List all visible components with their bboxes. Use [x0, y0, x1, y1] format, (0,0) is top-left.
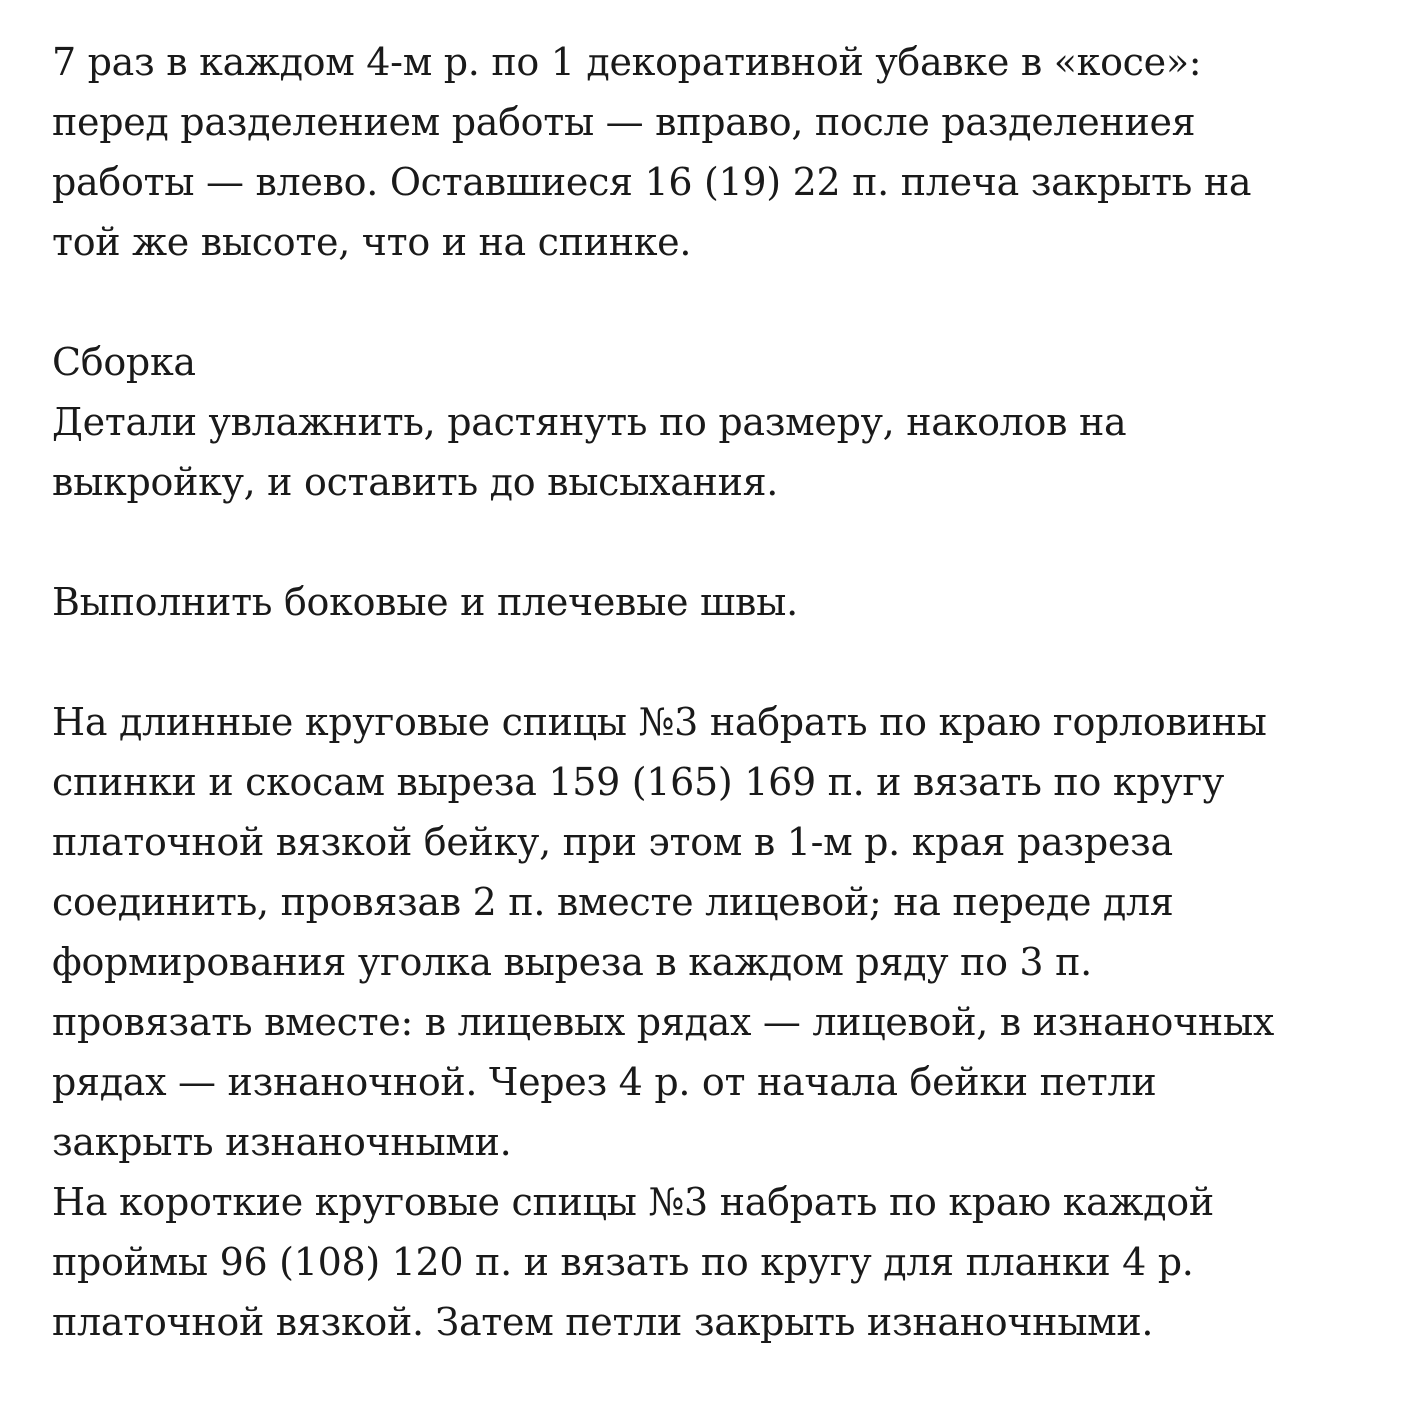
paragraph-seams [52, 572, 1392, 632]
paragraph-blocking [52, 392, 1392, 512]
paragraph-neckband [52, 692, 1392, 1172]
paragraph-gap [52, 512, 1392, 572]
text-line: На длинные круговые спицы №3 набрать по краю горловины [52, 700, 1267, 744]
text-line: спинки и скосам выреза 159 (165) 169 п. и вязать по кругу [52, 760, 1225, 804]
text-line: той же высоте, что и на спинке. [52, 220, 692, 264]
document-page [52, 32, 1392, 1352]
text-line: платочной вязкой. Затем петли закрыть изнаночными. [52, 1300, 1154, 1344]
text-line: Выполнить боковые и плечевые швы. [52, 580, 798, 624]
text-line: выкройку, и оставить до высыхания. [52, 460, 779, 504]
text-line: проймы 96 (108) 120 п. и вязать по кругу для планки 4 р. [52, 1240, 1194, 1284]
text-line: формирования уголка выреза в каждом ряду по 3 п. [52, 940, 1092, 984]
paragraph-armhole-bands [52, 1172, 1392, 1352]
paragraph-decrease-instructions [52, 32, 1392, 272]
text-line: платочной вязкой бейку, при этом в 1-м р. края разреза [52, 820, 1173, 864]
text-line: соединить, провязав 2 п. вместе лицевой; на переде для [52, 880, 1174, 924]
text-line: Детали увлажнить, растянуть по размеру, наколов на [52, 400, 1127, 444]
paragraph-gap [52, 272, 1392, 332]
section-heading: Сборка [52, 340, 196, 384]
text-line: провязать вместе: в лицевых рядах — лицевой, в изнаночных [52, 1000, 1275, 1044]
text-line: работы — влево. Оставшиеся 16 (19) 22 п. плеча закрыть на [52, 160, 1252, 204]
text-line: На короткие круговые спицы №3 набрать по краю каждой [52, 1180, 1214, 1224]
text-line: закрыть изнаночными. [52, 1120, 512, 1164]
text-line: 7 раз в каждом 4-м р. по 1 декоративной убавке в «косе»: [52, 40, 1202, 84]
paragraph-gap [52, 632, 1392, 692]
text-line: перед разделением работы — вправо, после разделениея [52, 100, 1196, 144]
text-line: рядах — изнаночной. Через 4 р. от начала бейки петли [52, 1060, 1157, 1104]
